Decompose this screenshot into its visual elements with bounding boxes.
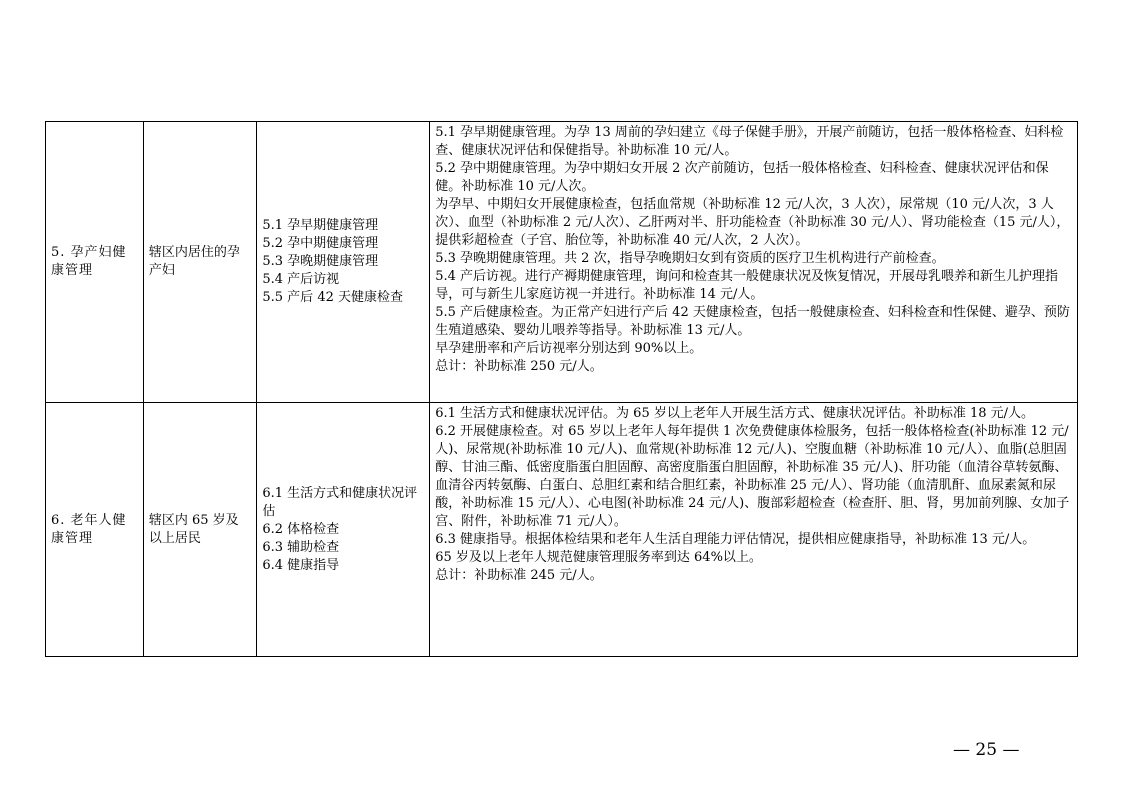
service-name-cell [46, 122, 144, 403]
service-item: 5.4 产后访视 [262, 272, 340, 287]
content-paragraph: 6.3 健康指导。根据体检结果和老年人生活自理能力评估情况，提供相应健康指导，补助标准 13 元/人。 [435, 532, 1036, 547]
service-content-cell [430, 403, 1078, 657]
content-paragraph: 5.1 孕早期健康管理。为孕 13 周前的孕妇建立《母子保健手册》，开展产前随访，包括一般体格检查、妇科检查、健康状况评估和保健指导。补助标准 10 元/人。 [435, 125, 1064, 158]
services-table [45, 121, 1078, 657]
content-paragraph: 5.4 产后访视。进行产褥期健康管理，询问和检查其一般健康状况及恢复情况，开展母乳喂养和新生儿护理指导，可与新生儿家庭访视一并进行。补助标准 14 元/人。 [435, 269, 1059, 302]
content-paragraph: 6.2 开展健康检查。对 65 岁以上老年人每年提供 1 次免费健康体检服务，包括一般体格检查(补助标准 12 元/人)、尿常规(补助标准 10 元/人)、血常规(补助标准 12 元/人)、空腹血糖（补助标准 10 元/人）、血脂(总胆固醇、甘油三酯、低密度脂蛋白胆固醇、高密度脂蛋白胆固醇，补助标准 35 元/人)、肝功能（血清谷草转氨酶、血清谷丙转氨酶、白蛋白、总胆红素和结合胆红素，补助标准 25 元/人）、肾功能（血清肌酐、血尿素氮和尿酸，补助标准 15 元/人）、心电图(补助标准 24 元/人)、腹部彩超检查（检查肝、胆、肾，男加前列腺、女加子宫、附件，补助标准 71 元/人）。 [435, 424, 1070, 529]
service-item: 5.3 孕晚期健康管理 [262, 254, 379, 269]
service-items-cell [257, 122, 430, 403]
target-population: 辖区内居住的孕产妇 [148, 245, 240, 278]
table-row-elderly-health [46, 403, 1078, 657]
page-number: — 25 — [953, 740, 1020, 760]
table-row-maternal-health [46, 122, 1078, 403]
service-items-list [262, 217, 424, 307]
target-population-cell [143, 403, 257, 657]
service-item: 5.5 产后 42 天健康检查 [262, 290, 403, 305]
service-name-cell [46, 403, 144, 657]
content-total: 总计：补助标准 245 元/人。 [435, 568, 603, 583]
service-item: 6.1 生活方式和健康状况评估 [262, 485, 418, 519]
content-paragraph: 5.2 孕中期健康管理。为孕中期妇女开展 2 次产前随访，包括一般体格检查、妇科检查、健康状况评估和保健。补助标准 10 元/人次。 [435, 161, 1049, 194]
content-paragraph: 早孕建册率和产后访视率分别达到 90%以上。 [435, 341, 703, 356]
content-paragraph: 5.5 产后健康检查。为正常产妇进行产后 42 天健康检查，包括一般健康检查、妇科检查和性保健、避孕、预防生殖道感染、婴幼儿喂养等指导。补助标准 13 元/人。 [435, 305, 1070, 338]
content-total: 总计：补助标准 250 元/人。 [435, 359, 603, 374]
content-paragraph: 为孕早、中期妇女开展健康检查，包括血常规（补助标准 12 元/人次，3 人次），尿常规（10 元/人次，3 人次）、血型（补助标准 2 元/人次）、乙肝两对半、肝功能检查（补助标准 30 元/人）、肾功能检查（15 元/人），提供彩超检查（子宫、胎位等，补助标准 40 元/人次，2 人次）。 [435, 197, 1070, 248]
service-content-cell [430, 122, 1078, 403]
service-item: 5.1 孕早期健康管理 [262, 218, 379, 233]
target-population: 辖区内 65 岁及以上居民 [148, 512, 239, 546]
service-item: 5.2 孕中期健康管理 [262, 236, 379, 251]
service-items-list [262, 485, 424, 575]
service-name: 6. 老年人健康管理 [51, 512, 127, 546]
content-paragraph: 5.3 孕晚期健康管理。共 2 次，指导孕晚期妇女到有资质的医疗卫生机构进行产前检查。 [435, 251, 945, 266]
service-items-cell [257, 403, 430, 657]
service-item: 6.4 健康指导 [262, 557, 340, 573]
content-paragraph: 65 岁及以上老年人规范健康管理服务率到达 64%以上。 [435, 550, 762, 565]
content-paragraph: 6.1 生活方式和健康状况评估。为 65 岁以上老年人开展生活方式、健康状况评估。补助标准 18 元/人。 [435, 406, 1035, 421]
service-item: 6.2 体格检查 [262, 521, 340, 537]
target-population-cell [143, 122, 257, 403]
service-name: 5. 孕产妇健康管理 [51, 245, 127, 278]
service-item: 6.3 辅助检查 [262, 539, 340, 555]
